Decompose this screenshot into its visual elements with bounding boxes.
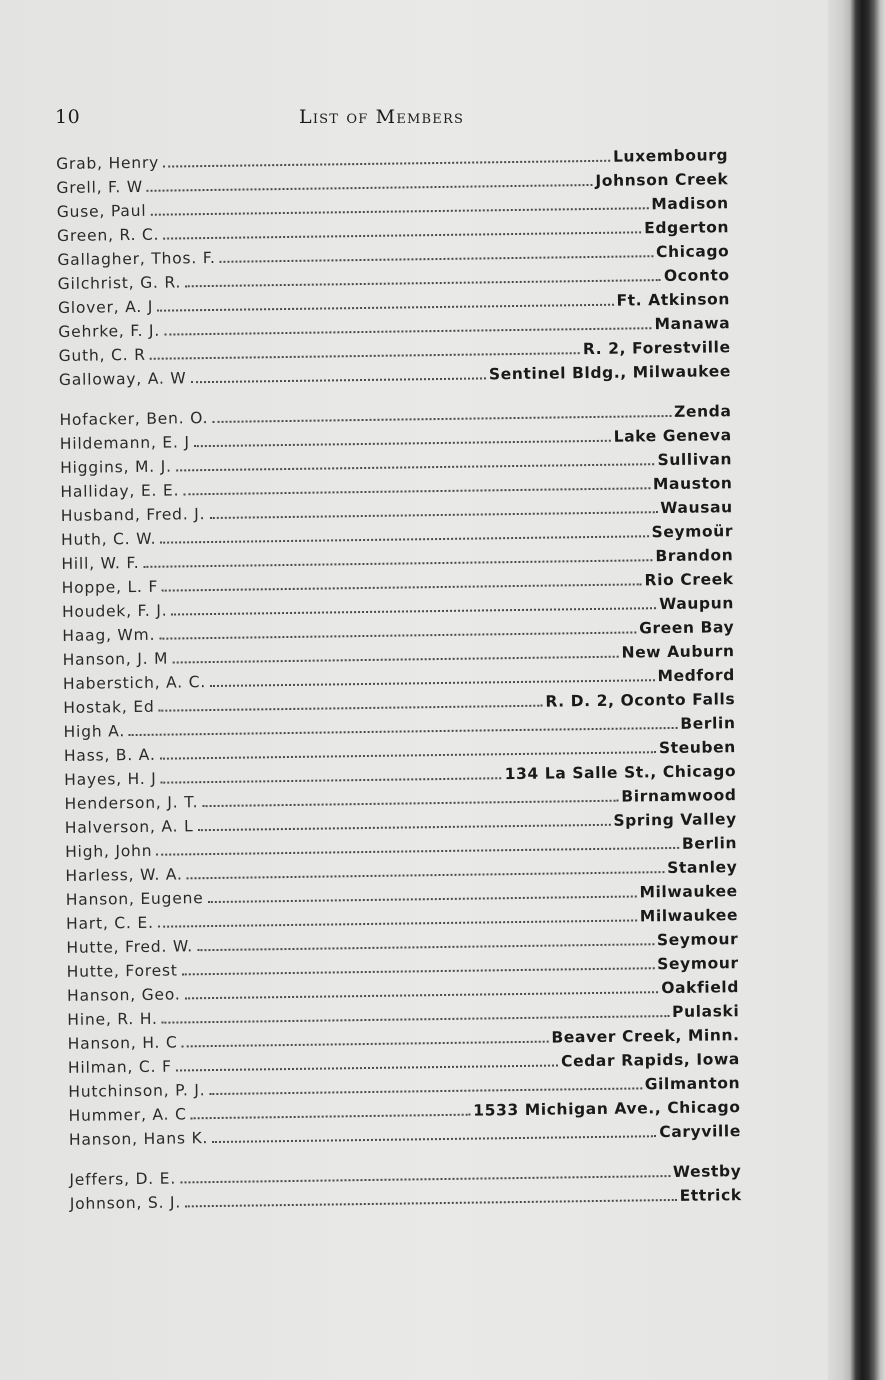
member-location: Johnson Creek (595, 170, 729, 190)
member-location: Westby (672, 1162, 742, 1182)
dot-leader (176, 1065, 558, 1072)
member-name: Guse, Paul (56, 201, 147, 221)
member-name: Guth, C. R (58, 345, 146, 365)
dot-leader (183, 487, 650, 495)
member-location: Mauston (652, 474, 733, 494)
member-location: Brandon (655, 546, 734, 566)
member-name: Higgins, M. J. (60, 457, 172, 477)
member-group (56, 143, 731, 392)
dot-leader (160, 535, 648, 543)
member-location: Pulaski (671, 1002, 740, 1022)
member-name: Johnson, S. J. (69, 1193, 182, 1213)
member-name: Grab, Henry (56, 153, 160, 173)
dot-leader (212, 415, 671, 423)
member-location: Milwaukee (639, 882, 738, 902)
member-location: Seymoür (651, 522, 734, 542)
member-location: Seymour (657, 954, 739, 974)
dot-leader (194, 440, 611, 447)
member-name: Green, R. C. (56, 225, 160, 245)
dot-leader (202, 800, 618, 807)
member-name: Gallagher, Thos. F. (57, 248, 216, 269)
page-number: 10 (55, 106, 81, 128)
dot-leader (182, 967, 655, 975)
member-location: Luxembourg (612, 146, 729, 166)
member-name: Hostak, Ed (63, 697, 155, 717)
member-name: Hanson, J. M (62, 649, 169, 669)
member-name: Hofacker, Ben. O. (59, 409, 209, 429)
member-location: Oconto (663, 266, 730, 286)
member-name: Husband, Fred. J. (60, 505, 206, 525)
member-location: R. D. 2, Oconto Falls (545, 690, 736, 711)
member-name: Hilman, C. F (67, 1057, 172, 1077)
dot-leader (187, 871, 665, 879)
member-name: Huth, C. W. (60, 529, 157, 549)
dot-leader (209, 1087, 641, 1095)
member-name: Glover, A. J (57, 297, 154, 317)
member-name: Hine, R. H. (67, 1009, 158, 1029)
member-location: Manawa (654, 314, 731, 334)
dot-leader (163, 231, 641, 239)
dot-leader (212, 1135, 656, 1143)
member-name: Halliday, E. E. (60, 481, 180, 501)
member-name: Haberstich, A. C. (62, 673, 207, 693)
member-location: Rio Creek (644, 570, 734, 590)
member-group (69, 1159, 742, 1216)
dot-leader (162, 583, 642, 591)
member-location: Seymour (656, 930, 739, 950)
member-location: Caryville (659, 1122, 741, 1142)
member-location: Lake Geneva (613, 426, 732, 446)
member-location: New Auburn (621, 642, 735, 662)
member-location: R. 2, Forestville (582, 338, 731, 359)
member-name: Hanson, Hans K. (68, 1129, 209, 1149)
dot-leader (185, 279, 661, 287)
member-location: Spring Valley (613, 810, 737, 830)
dot-leader (156, 847, 679, 856)
member-location: Cedar Rapids, Iowa (560, 1050, 741, 1071)
member-location: Sentinel Bldg., Milwaukee (488, 362, 732, 384)
dot-leader (171, 607, 656, 615)
member-location: Medford (657, 666, 736, 686)
member-location: Berlin (681, 834, 738, 853)
member-name: Hill, W. F. (61, 553, 140, 573)
member-name: Hutte, Fred. W. (66, 937, 194, 957)
member-name: Galloway, A. W (58, 369, 187, 389)
member-location: Gilmanton (644, 1074, 741, 1094)
dot-leader (150, 352, 580, 360)
member-name: Haag, Wm. (62, 625, 156, 645)
member-location: Madison (651, 194, 729, 214)
dot-leader (220, 255, 653, 263)
member-name: Henderson, J. T. (64, 793, 199, 813)
dot-leader (210, 679, 655, 687)
member-name: Hummer, A. C (68, 1105, 187, 1125)
member-name: Hutte, Forest (66, 961, 178, 981)
dot-leader (191, 1114, 471, 1120)
member-location: Ft. Atkinson (616, 290, 731, 310)
dot-leader (163, 160, 610, 168)
dot-leader (161, 777, 502, 783)
member-location: Ettrick (679, 1186, 742, 1205)
member-location: Steuben (658, 738, 736, 758)
dot-leader (209, 511, 657, 519)
member-location: Wausau (660, 498, 733, 518)
dot-leader (143, 559, 652, 568)
dot-leader (158, 919, 637, 927)
dot-leader (185, 1199, 677, 1207)
member-location: Milwaukee (639, 906, 739, 926)
member-name: Harless, W. A. (65, 865, 183, 885)
dot-leader (160, 751, 656, 759)
member-location: Oakfield (661, 978, 740, 998)
member-list (56, 143, 742, 1216)
dot-leader (208, 895, 637, 903)
member-location: Stanley (667, 858, 738, 878)
member-location: Edgerton (644, 218, 730, 238)
dot-leader (191, 377, 487, 383)
dot-leader (197, 824, 610, 831)
dot-leader (129, 727, 677, 736)
member-name: Grell, F. W (56, 177, 144, 197)
member-group (59, 399, 741, 1152)
dot-leader (159, 631, 636, 639)
member-name: Gilchrist, G. R. (57, 273, 182, 293)
member-location: Berlin (680, 714, 736, 733)
member-name: Hayes, H. J (64, 769, 157, 789)
dot-leader (164, 327, 651, 335)
dot-leader (157, 304, 613, 312)
member-location: 1533 Michigan Ave., Chicago (473, 1098, 741, 1120)
dot-leader (182, 1041, 549, 1048)
member-name: Halverson, A. L (64, 817, 194, 837)
dot-leader (172, 656, 618, 664)
member-name: Hass, B. A. (63, 745, 156, 765)
member-name: High A. (63, 722, 126, 741)
dot-leader (197, 943, 654, 951)
dot-leader (162, 1015, 669, 1024)
member-location: Birnamwood (621, 786, 737, 806)
member-location: Sullivan (657, 450, 733, 470)
book-spine-shadow (828, 0, 885, 1380)
member-name: Hanson, Eugene (65, 889, 204, 909)
member-name: Gehrke, F. J. (58, 321, 161, 341)
member-name: Houdek, F. J. (61, 601, 168, 621)
member-location: Waupun (659, 594, 735, 614)
member-location: 134 La Salle St., Chicago (504, 762, 737, 784)
member-name: Hildemann, E. J (59, 433, 190, 453)
dot-leader (147, 184, 593, 192)
dot-leader (180, 1175, 670, 1183)
running-title: List of Members (299, 106, 465, 128)
member-name: High, John (65, 841, 153, 861)
member-location: Chicago (655, 242, 730, 262)
dot-leader (159, 705, 543, 712)
member-name: Hanson, H. C (67, 1033, 178, 1053)
dot-leader (176, 463, 655, 471)
member-name: Jeffers, D. E. (69, 1169, 177, 1189)
member-location: Green Bay (639, 618, 735, 638)
member-name: Hanson, Geo. (66, 985, 181, 1005)
member-location: Beaver Creek, Minn. (551, 1026, 740, 1047)
dot-leader (185, 991, 659, 999)
member-name: Hutchinson, P. J. (68, 1081, 206, 1101)
member-name: Hoppe, L. F (61, 577, 159, 597)
member-name: Hart, C. E. (65, 913, 154, 933)
dot-leader (150, 207, 648, 216)
member-location: Zenda (673, 402, 732, 421)
page-header (55, 106, 475, 134)
